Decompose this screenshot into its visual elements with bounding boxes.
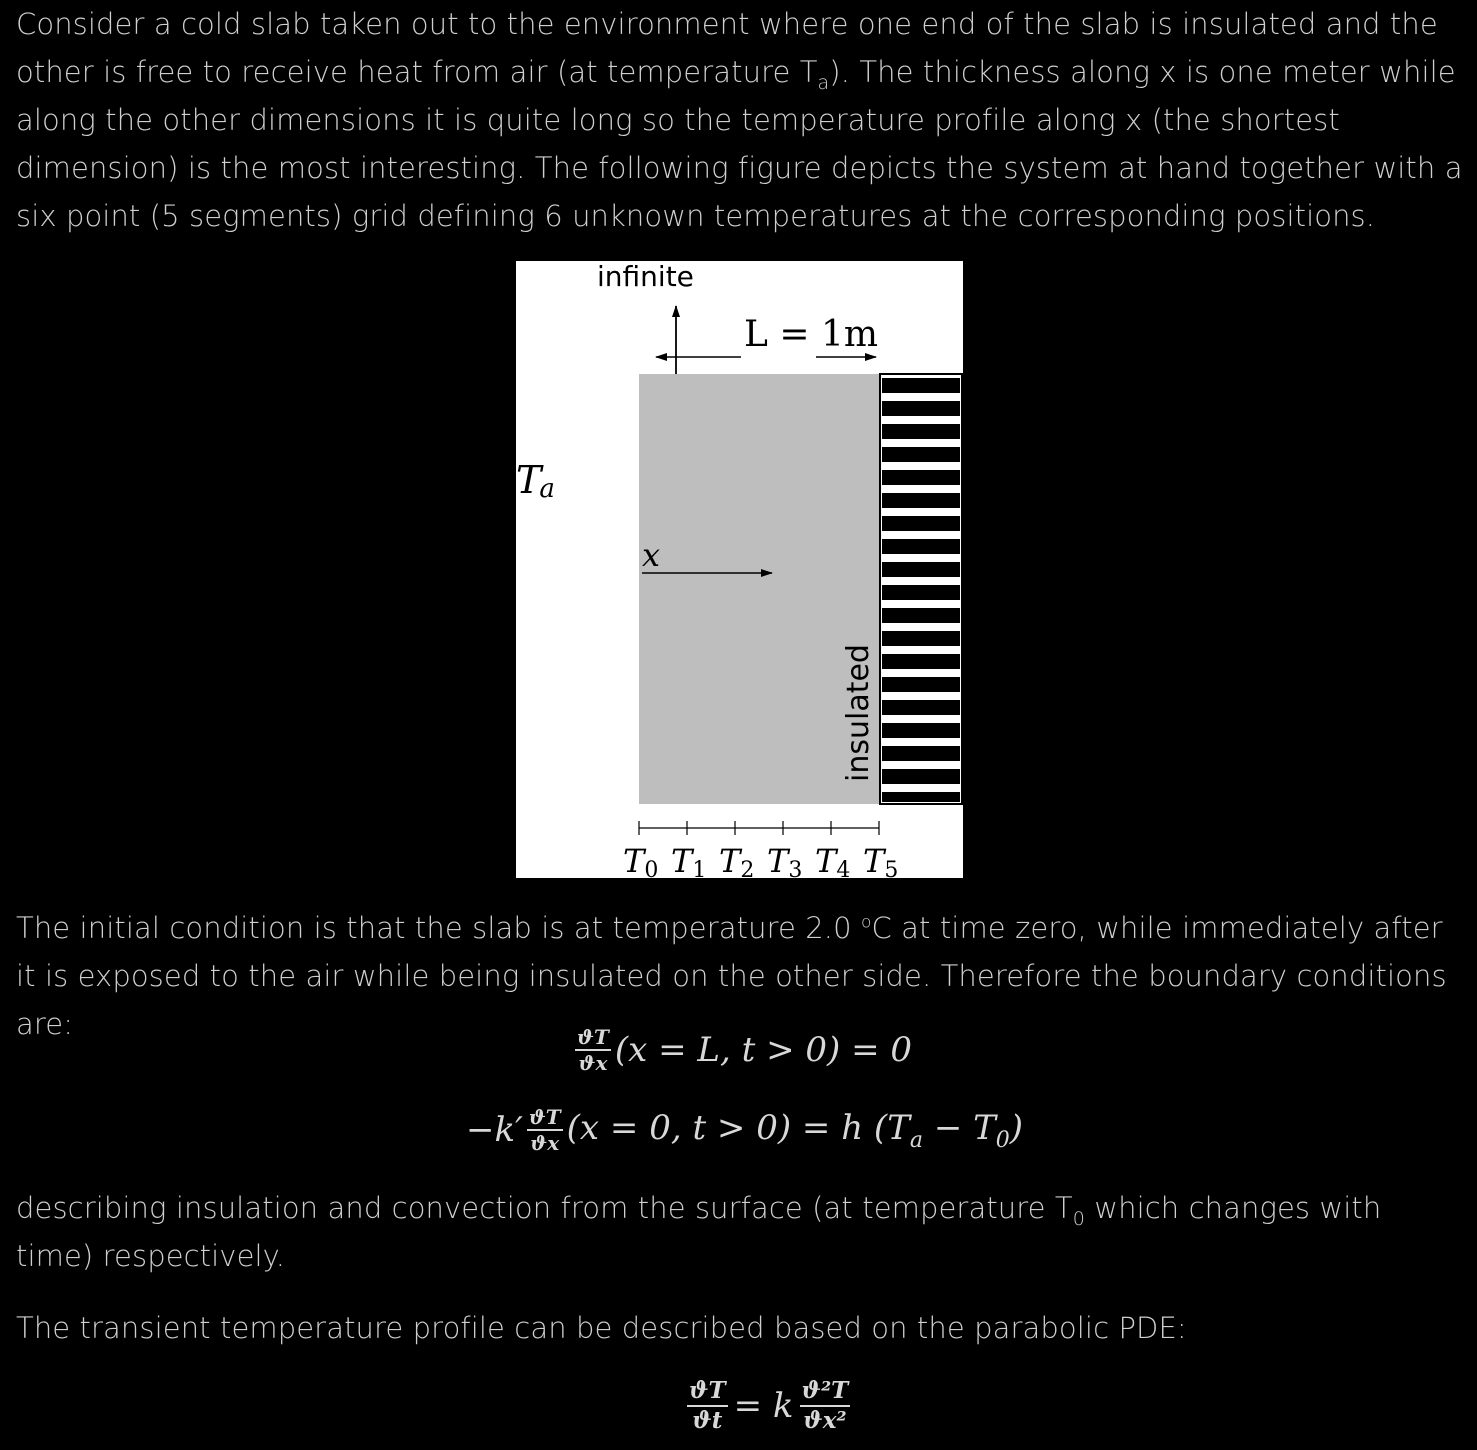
degree-mark: o	[860, 912, 872, 933]
ambient-temp-label: Ta	[516, 458, 555, 504]
insulation-layer	[880, 374, 962, 804]
insulation-stripe	[882, 493, 960, 508]
grid-label-t0: T0	[623, 842, 659, 878]
pde-rhs-numerator: ϑ²T	[800, 1379, 851, 1407]
grid-label-t5: T5	[863, 842, 899, 878]
pde-intro-paragraph	[16, 1304, 1466, 1352]
slab-diagram	[516, 261, 963, 878]
eq2-lead: −k′	[466, 1110, 523, 1150]
boundary-text-a: describing insulation and convection from the surface (at temperature T	[16, 1191, 1073, 1225]
x-axis-label: x	[642, 536, 661, 574]
pde-rhs-fraction	[800, 1379, 851, 1433]
insulation-stripe	[882, 746, 960, 761]
insulation-boundary-equation	[571, 1020, 912, 1080]
infinite-label: infinite	[597, 261, 694, 293]
pde-rhs-denominator: ϑx²	[803, 1407, 847, 1434]
heat-pde-equation	[683, 1376, 854, 1436]
intro-text-b: ). The thickness along x is one meter while along the other dimensions it is quite long so the temperature profile along x (the shortest dimension) is the most interesting. The following figure depicts the system at hand together with a six point (5 segments) grid defining 6 unknown temperatures at the corresponding positions.	[16, 55, 1463, 233]
eq1-denominator: ϑx	[578, 1051, 608, 1075]
grid-label-t3: T3	[767, 842, 803, 878]
insulation-stripe	[882, 470, 960, 485]
slab-figure	[516, 261, 963, 878]
grid-label-t1: T1	[671, 842, 707, 878]
insulation-stripe	[882, 700, 960, 715]
insulation-stripe	[882, 608, 960, 623]
initial-text-a: The initial condition is that the slab is at temperature 2.0	[16, 911, 861, 945]
insulation-stripe	[882, 562, 960, 577]
pde-lhs-numerator: ϑT	[687, 1379, 728, 1407]
eq1-fraction	[575, 1027, 611, 1073]
initial-text-b: C at time zero, while immediately after it is exposed to the air while being insulated on the other side. Therefore the boundary conditions are:	[16, 911, 1447, 1041]
eq1-numerator: ϑT	[577, 1025, 609, 1049]
eq2-denominator: ϑx	[530, 1131, 560, 1155]
insulation-stripe	[882, 654, 960, 669]
insulation-stripe	[882, 401, 960, 416]
insulation-stripe	[882, 516, 960, 531]
insulation-stripe	[882, 769, 960, 784]
surface-temp-subscript: 0	[1072, 1207, 1085, 1230]
insulation-stripe	[882, 585, 960, 600]
pde-equals-k: = k	[733, 1386, 794, 1426]
boundary-text-b: which changes with time) respectively.	[16, 1191, 1382, 1273]
insulation-stripe	[882, 792, 960, 802]
pde-lhs-denominator: ϑt	[692, 1407, 723, 1434]
eq2-numerator: ϑT	[528, 1105, 561, 1129]
insulation-stripe	[882, 723, 960, 738]
eq2-fraction	[527, 1107, 563, 1153]
insulated-label: insulated	[841, 644, 876, 782]
insulation-stripe	[882, 539, 960, 554]
boundary-description-paragraph	[16, 1184, 1466, 1280]
grid-label-t4: T4	[815, 842, 851, 878]
insulation-stripe	[882, 424, 960, 439]
insulation-stripe	[882, 447, 960, 462]
eq2-rhs: (x = 0, t > 0) = h $(T_a - T_0)$	[566, 1107, 1024, 1153]
grid-scale	[639, 821, 879, 835]
insulation-stripe	[882, 677, 960, 692]
insulation-stripe	[882, 378, 960, 393]
grid-label-t2: T2	[719, 842, 755, 878]
intro-paragraph	[16, 0, 1466, 240]
intro-ambient-subscript: a	[817, 71, 830, 94]
pde-intro-text: The transient temperature profile can be described based on the parabolic PDE:	[16, 1311, 1187, 1345]
eq1-rhs: (x = L, t > 0) = 0	[614, 1030, 912, 1070]
convection-boundary-equation	[466, 1100, 1023, 1160]
insulation-stripe	[882, 631, 960, 646]
intro-text-a: Consider a cold slab taken out to the environment where one end of the slab is insulated and the other is free to receive heat from air (at temperature T	[16, 7, 1438, 89]
pde-lhs-fraction	[687, 1379, 728, 1433]
length-label: L = 1m	[744, 314, 878, 355]
